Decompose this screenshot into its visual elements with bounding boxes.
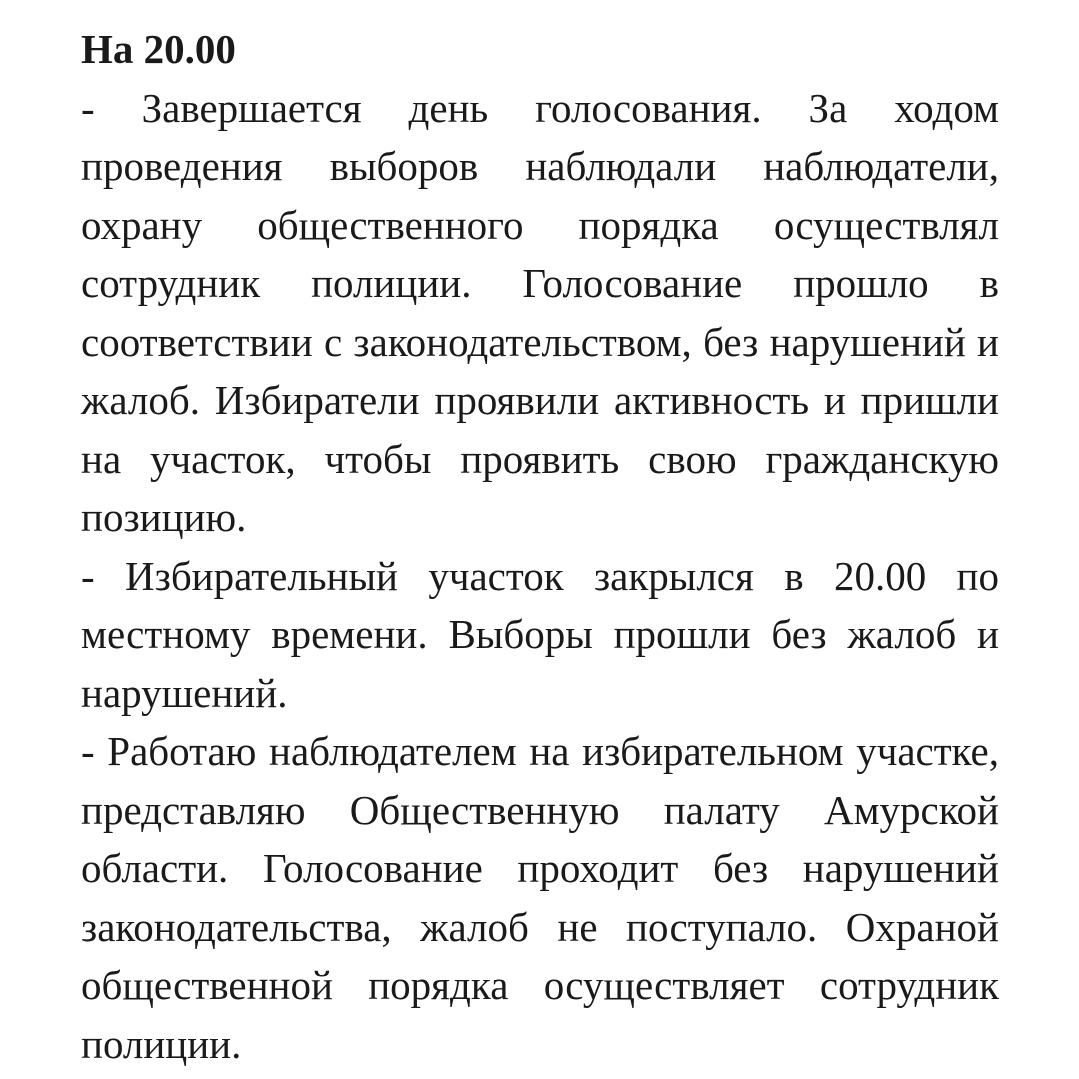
paragraph-observer-report: - Работаю наблюдателем на избирательном участке, представляю Общественную палату Амурской области. Голосование проходит без нарушений законодательства, жалоб не поступало. Охраной общественной порядка осуществляет сотрудник полиции.	[81, 728, 999, 1067]
document-heading: На 20.00	[81, 26, 236, 72]
paragraph-voting-day-summary: - Завершается день голосования. За ходом проведения выборов наблюдали наблюдатели, охрану общественного порядка осуществлял сотрудник полиции. Голосование прошло в соответствии с законодательством, без нарушений и жалоб. Избиратели проявили активность и пришли на участок, чтобы проявить свою гражданскую позицию.	[81, 84, 999, 540]
paragraph-station-closed: - Избирательный участок закрылся в 20.00 по местному времени. Выборы прошли без жалоб и нарушений.	[81, 552, 999, 716]
document-body	[81, 20, 999, 1073]
